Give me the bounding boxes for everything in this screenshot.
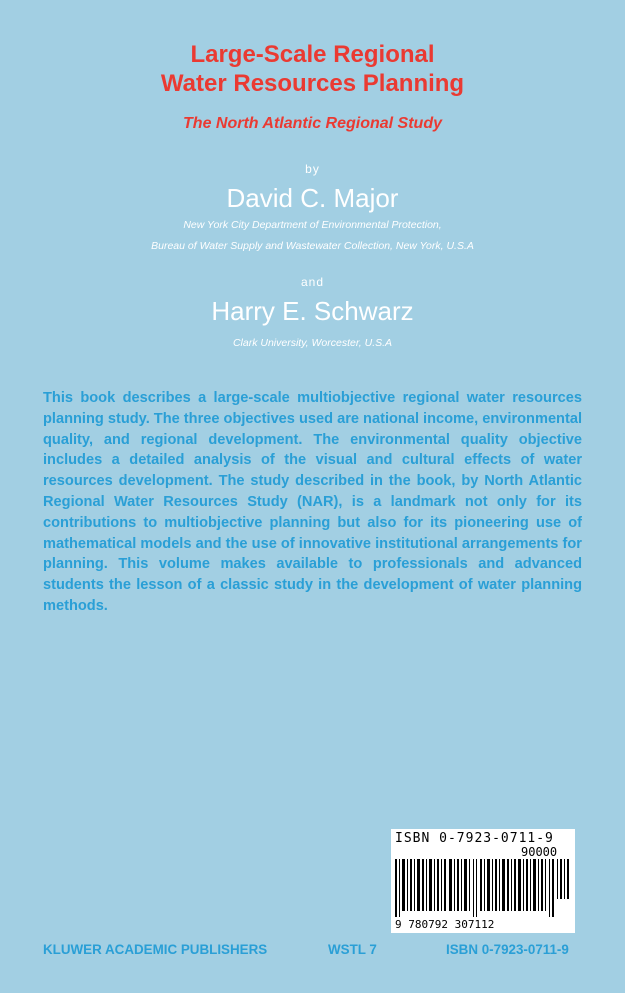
author-2-name: Harry E. Schwarz [211, 296, 414, 326]
author-1-affiliation-line-2: Bureau of Water Supply and Wastewater Collection, New York, U.S.A [151, 240, 474, 252]
by-label: by [305, 162, 320, 176]
barcode-bars [395, 859, 571, 917]
barcode-price-code: 90000 [521, 845, 558, 859]
isbn-barcode [391, 829, 575, 933]
book-description: This book describes a large-scale multiobjective regional water resources planning study. The three objectives used are national income, environmental quality, and regional development. The environmental quality objective includes a detailed analysis of the visual and cultural effects of water resources development. The study described in the book, by North Atlantic Regional Water Resources Study (NAR), is a landmark not only for its contributions to multiobjective planning but also for its pioneering use of mathematical models and the use of innovative institutional arrangements for planning. This volume makes available to professionals and advanced students the lesson of a classic study in the development of water planning methods. [43, 390, 583, 614]
author-2-affiliation: Clark University, Worcester, U.S.A [232, 337, 393, 349]
book-title [0, 40, 625, 98]
and-label: and [300, 275, 325, 289]
barcode-ean-digits: 9 780792 307112 [395, 918, 495, 931]
author-1-name: David C. Major [226, 183, 399, 213]
title-line-1: Large-Scale Regional [190, 41, 435, 68]
barcode-isbn-text: ISBN 0-7923-0711-9 [395, 831, 554, 846]
publisher-name: KLUWER ACADEMIC PUBLISHERS [43, 942, 268, 957]
footer-isbn: ISBN 0-7923-0711-9 [446, 942, 569, 957]
title-line-2: Water Resources Planning [160, 70, 465, 97]
author-1-affiliation-line-1: New York City Department of Environmental Protection, [183, 219, 442, 231]
book-subtitle: The North Atlantic Regional Study [183, 115, 442, 132]
series-label: WSTL 7 [328, 942, 377, 957]
